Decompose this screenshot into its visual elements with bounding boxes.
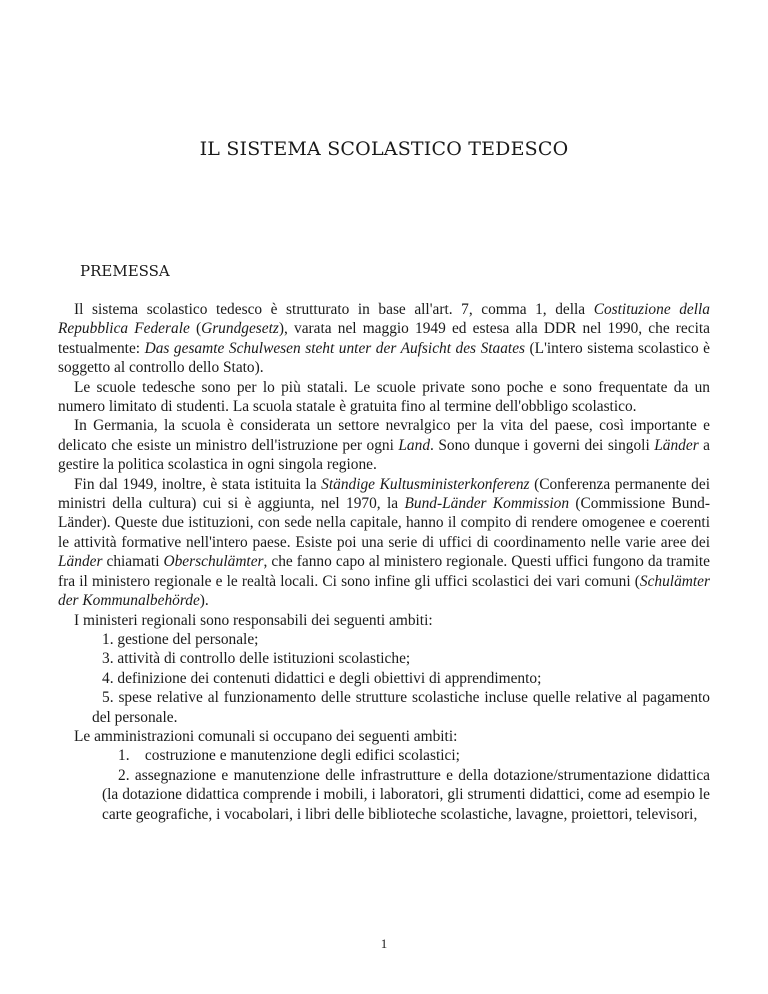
list-item: 1. gestione del personale; <box>102 630 259 648</box>
list-item: 1. costruzione e manutenzione degli edifici scolastici; <box>118 747 460 765</box>
paragraph: Il sistema scolastico tedesco è strutturato in base all'art. 7, comma 1, della Costituzione della Repubblica Federale (Grundgesetz), varata nel maggio 1949 ed estesa alla DDR nel 1990, che recita testualmente: Das gesamte Schulwesen steht unter der Aufsicht des Staates (L'intero sistema scolastico è soggetto al controllo dello Stato). <box>58 301 711 377</box>
list-item: 4. definizione dei contenuti didattici e degli obiettivi di apprendimento; <box>102 669 542 687</box>
page-number: 1 <box>380 936 388 951</box>
paragraph: Fin dal 1949, inoltre, è stata istituita la Ständige Kultusministerkonferenz (Conferenza permanente dei ministri della cultura) cui si è aggiunta, nel 1970, la Bund-Länder Kommission (Commissione Bund-Länder). Queste due istituzioni, con sede nella capitale, hanno il compito di rendere omogenee e coerenti le attività formative nell'intero paese. Esiste poi una serie di uffici di coordinamento nelle varie aree dei Länder chiamati Oberschulämter, che fanno capo al ministero regionale. Questi uffici fungono da tramite fra il ministero regionale e le realtà locali. Ci sono infine gli uffici scolastici dei vari comuni (Schulämter der Kommunalbehörde). <box>58 475 710 610</box>
paragraph: Le amministrazioni comunali si occupano dei seguenti ambiti: <box>74 727 458 745</box>
list-item: 3. attività di controllo delle istituzioni scolastiche; <box>102 650 411 668</box>
paragraph: In Germania, la scuola è considerata un settore nevralgico per la vita del paese, così importante e delicato che esiste un ministro dell'istruzione per ogni Land. Sono dunque i governi dei singoli Länder a gestire la politica scolastica in ogni singola regione. <box>58 417 711 474</box>
document-title: IL SISTEMA SCOLASTICO TEDESCO <box>199 138 569 160</box>
paragraph: I ministeri regionali sono responsabili dei seguenti ambiti: <box>74 611 433 629</box>
paragraph: Le scuole tedesche sono per lo più statali. Le scuole private sono poche e sono frequentate da un numero limitato di studenti. La scuola statale è gratuita fino al termine dell'obbligo scolastico. <box>58 378 710 416</box>
list-item: 2. assegnazione e manutenzione delle infrastrutture e della dotazione/strumentazione didattica (la dotazione didattica comprende i mobili, i laboratori, gli strumenti didattici, come ad esempio le carte geografiche, i vocabolari, i libri delle biblioteche scolastiche, lavagne, proiettori, televisori, <box>102 766 710 823</box>
list-item: 5. spese relative al funzionamento delle strutture scolastiche incluse quelle relative al pagamento del personale. <box>92 689 710 726</box>
section-heading: PREMESSA <box>80 262 170 280</box>
body-text <box>58 300 710 824</box>
